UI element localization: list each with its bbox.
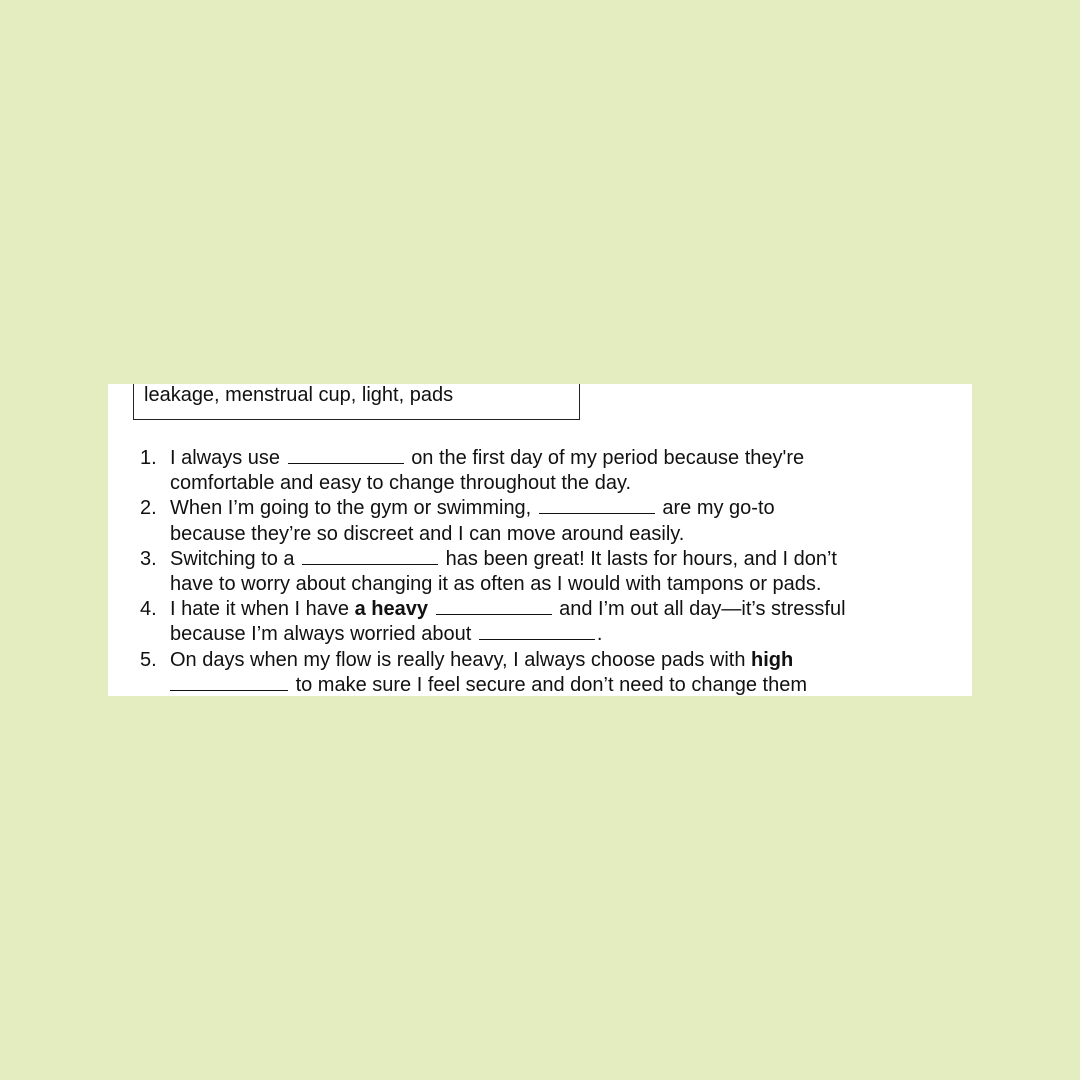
answer-blank[interactable]: [302, 548, 438, 565]
answer-blank[interactable]: [436, 598, 552, 615]
item-text: has been great! It lasts for hours, and I don’t: [445, 547, 837, 570]
item-bold-text: high: [751, 648, 794, 671]
item-text: because I’m always worried about: [170, 623, 472, 646]
item-line: because they’re so discreet and I can move around easily.: [170, 522, 685, 545]
item-line: [170, 446, 930, 471]
item-text: When I’m going to the gym or swimming,: [170, 497, 532, 520]
item-number: 2.: [140, 497, 157, 520]
exercise-item-2: [108, 496, 930, 546]
answer-blank[interactable]: [479, 623, 595, 640]
item-bold-text: a heavy: [354, 598, 428, 621]
item-line: [170, 547, 930, 572]
item-number: 5.: [140, 648, 157, 671]
item-text: On days when my flow is really heavy, I always choose pads with: [170, 648, 746, 671]
exercise-item-4: [108, 597, 930, 647]
item-number: 4.: [140, 598, 157, 621]
answer-blank[interactable]: [170, 674, 288, 691]
item-text: .: [596, 623, 603, 646]
item-line: [170, 648, 930, 673]
item-text: I hate it when I have: [170, 598, 350, 621]
item-line: [170, 496, 930, 521]
item-text: Switching to a: [170, 547, 295, 570]
item-number: 1.: [140, 447, 157, 469]
item-line: [170, 673, 930, 696]
item-text: are my go-to: [662, 497, 775, 520]
answer-blank[interactable]: [539, 497, 655, 514]
item-line: comfortable and easy to change throughout the day.: [170, 472, 632, 495]
exercise-item-1: [108, 446, 930, 496]
exercise-list: [108, 446, 930, 696]
item-line: [170, 622, 930, 647]
word-bank-box: [133, 384, 580, 420]
item-text: and I’m out all day—it’s stressful: [559, 598, 846, 621]
answer-blank[interactable]: [288, 447, 404, 464]
item-text: to make sure I feel secure and don’t need to change them: [295, 673, 807, 696]
exercise-item-3: [108, 547, 930, 597]
item-number: 3.: [140, 547, 157, 570]
item-text: I always use: [170, 447, 281, 469]
item-line: have to worry about changing it as often as I would with tampons or pads.: [170, 573, 822, 596]
worksheet-page: [108, 384, 972, 696]
item-line: [170, 597, 930, 622]
exercise-item-5: [108, 648, 930, 696]
item-text: on the first day of my period because they're: [411, 447, 805, 469]
word-bank-text: leakage, menstrual cup, light, pads: [144, 384, 454, 406]
